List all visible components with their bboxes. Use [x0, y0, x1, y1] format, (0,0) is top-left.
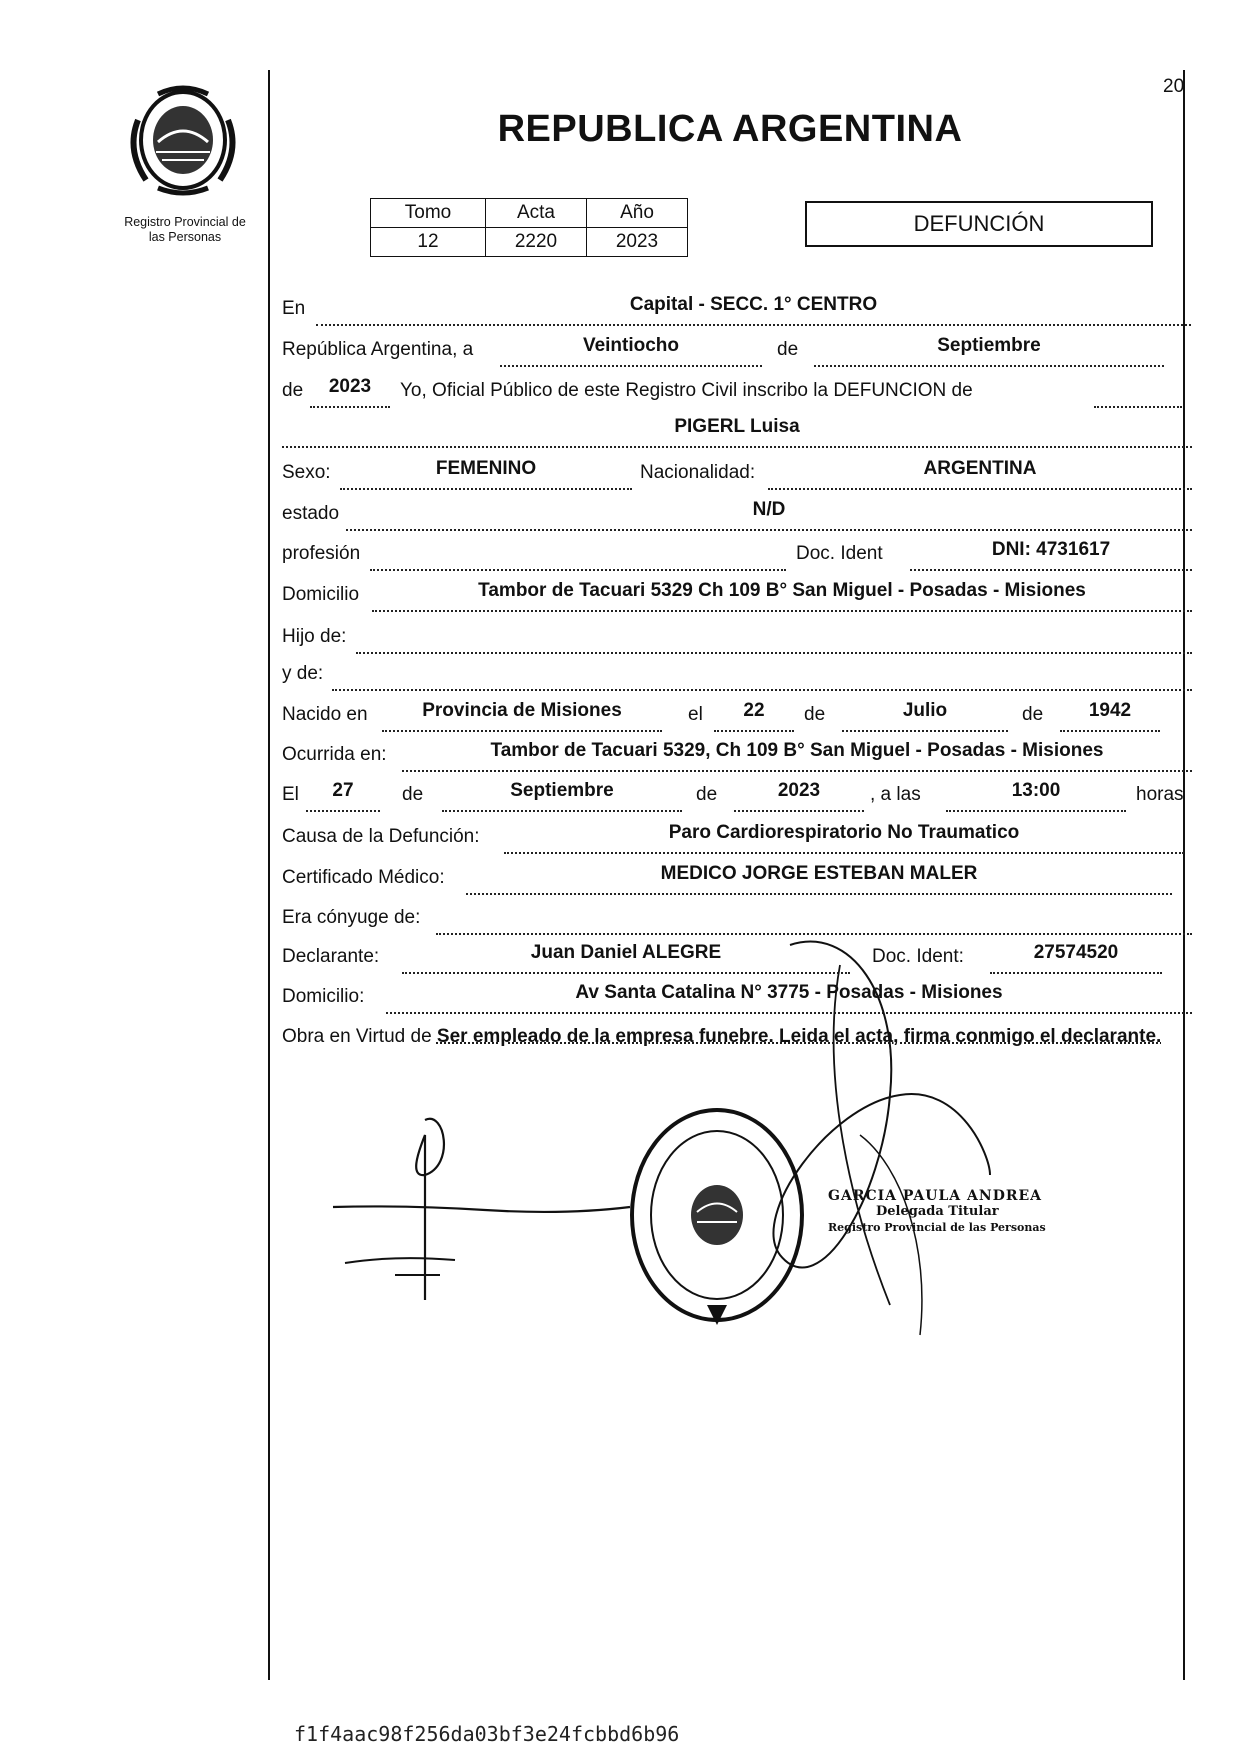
- certificado: MEDICO JORGE ESTEBAN MALER: [660, 863, 978, 884]
- estado-label: estado: [282, 503, 340, 524]
- year-field: [310, 376, 390, 408]
- official-role: Delegada Titular: [876, 1204, 999, 1219]
- nacido-lugar-field: [382, 700, 662, 732]
- certificado-label: Certificado Médico:: [282, 867, 445, 888]
- de-label: de: [777, 339, 799, 360]
- mes-field: [442, 780, 682, 812]
- nacido-label: Nacido en: [282, 704, 368, 725]
- doc-label: Doc. Ident: [796, 543, 883, 564]
- record-header-acta: Acta: [486, 199, 587, 228]
- deceased-name: PIGERL Luisa: [674, 416, 800, 437]
- en-label: En: [282, 298, 306, 319]
- dia-field: [306, 780, 380, 812]
- official-signature: [760, 925, 1040, 1355]
- obra-paragraph: [282, 1022, 1197, 1052]
- en-value: [316, 294, 1191, 326]
- nacionalidad-label: Nacionalidad:: [640, 462, 756, 483]
- causa: Paro Cardiorespiratorio No Traumatico: [668, 822, 1020, 843]
- nacido-de2: de: [1022, 704, 1044, 725]
- nacionalidad: ARGENTINA: [923, 458, 1037, 479]
- de3-label: de: [696, 784, 718, 805]
- hora-field: [946, 780, 1126, 812]
- en-value-text: Capital - SECC. 1° CENTRO: [629, 294, 878, 315]
- deceased-name-field: [282, 416, 1192, 448]
- nacido-de1: de: [804, 704, 826, 725]
- hora: 13:00: [1011, 780, 1061, 801]
- province-seal-icon: [118, 80, 248, 200]
- ocurrida-label: Ocurrida en:: [282, 744, 387, 765]
- decl-doc: 27574520: [1033, 942, 1119, 963]
- declarante: Juan Daniel ALEGRE: [530, 942, 722, 963]
- day-words: Veintiocho: [582, 335, 680, 356]
- nacido-mes: Julio: [902, 700, 948, 721]
- record-header-anio: Año: [587, 199, 688, 228]
- ocurrida-field: [402, 740, 1192, 772]
- domicilio-field: [372, 580, 1192, 612]
- dia: 27: [332, 780, 354, 801]
- official-org: Registro Provincial de las Personas: [828, 1221, 1046, 1234]
- record-value-tomo: 12: [371, 228, 486, 257]
- anio-field: [734, 780, 864, 812]
- nacido-mes-field: [842, 700, 1008, 732]
- decl-doc-label: Doc. Ident:: [872, 946, 964, 967]
- page-number: 20: [1163, 76, 1185, 97]
- sexo-field: [340, 458, 632, 490]
- doc: DNI: 4731617: [991, 539, 1111, 560]
- page-title: REPUBLICA ARGENTINA: [497, 108, 963, 150]
- declarante-label: Declarante:: [282, 946, 380, 967]
- inscribe-fill: [1094, 380, 1182, 408]
- hijo-label: Hijo de:: [282, 626, 347, 647]
- yde-label: y de:: [282, 663, 324, 684]
- anio: 2023: [777, 780, 821, 801]
- estado: N/D: [752, 499, 786, 520]
- declarant-signature: [325, 1115, 645, 1300]
- decl-dom-label: Domicilio:: [282, 986, 365, 1007]
- horas-label: horas: [1136, 784, 1184, 805]
- profesion-field: [370, 543, 786, 571]
- causa-label: Causa de la Defunción:: [282, 826, 480, 847]
- nacido-anio: 1942: [1088, 700, 1132, 721]
- sexo-label: Sexo:: [282, 462, 331, 483]
- year-prefix: de: [282, 380, 304, 401]
- doc-field: [910, 539, 1192, 571]
- yde-field: [332, 663, 1192, 691]
- domicilio-label: Domicilio: [282, 584, 360, 605]
- decl-dom: Av Santa Catalina N° 3775 - Posadas - Misiones: [575, 982, 1003, 1003]
- official-stamp-text: [828, 1188, 1088, 1236]
- de2-label: de: [402, 784, 424, 805]
- causa-field: [504, 822, 1184, 854]
- record-type-box: DEFUNCIÓN: [805, 201, 1153, 247]
- official-name: GARCIA PAULA ANDREA: [828, 1188, 1043, 1204]
- obra-text: Ser empleado de la empresa funebre. Leida el acta, firma conmigo el declarante.: [436, 1026, 1162, 1047]
- year: 2023: [328, 376, 372, 397]
- estado-field: [346, 499, 1192, 531]
- el2-label: El: [282, 784, 299, 805]
- nacido-lugar: Provincia de Misiones: [422, 700, 622, 721]
- nacido-anio-field: [1060, 700, 1160, 732]
- sexo: FEMENINO: [435, 458, 537, 479]
- record-value-anio: 2023: [587, 228, 688, 257]
- domicilio: Tambor de Tacuari 5329 Ch 109 B° San Miguel - Posadas - Misiones: [478, 580, 1086, 601]
- certificado-field: [466, 863, 1172, 895]
- mes: Septiembre: [510, 780, 614, 801]
- nacido-dia-field: [714, 700, 794, 732]
- registry-name: [96, 215, 274, 245]
- profesion-label: profesión: [282, 543, 361, 564]
- el-label: el: [688, 704, 703, 725]
- obra-label: Obra en Virtud de: [282, 1026, 432, 1047]
- left-margin-line: [268, 70, 270, 1680]
- month-field: [814, 335, 1164, 367]
- inscribe-text: Yo, Oficial Público de este Registro Civil inscribo la DEFUNCION de: [400, 380, 973, 401]
- registry-line-1: Registro Provincial de: [124, 215, 246, 229]
- ocurrida: Tambor de Tacuari 5329, Ch 109 B° San Miguel - Posadas - Misiones: [490, 740, 1104, 761]
- alas-label: , a las: [870, 784, 921, 805]
- record-value-acta: 2220: [486, 228, 587, 257]
- nacido-dia: 22: [743, 700, 765, 721]
- month: Septiembre: [937, 335, 1041, 356]
- record-header-tomo: Tomo: [371, 199, 486, 228]
- day-words-field: [500, 335, 762, 367]
- nacionalidad-field: [768, 458, 1192, 490]
- registry-line-2: las Personas: [148, 230, 222, 244]
- conyuge-label: Era cónyuge de:: [282, 907, 421, 928]
- hijo-field: [356, 626, 1192, 654]
- record-table: [370, 198, 688, 257]
- document-hash: f1f4aac98f256da03bf3e24fcbbd6b96: [294, 1722, 680, 1746]
- republica-label: República Argentina, a: [282, 339, 474, 360]
